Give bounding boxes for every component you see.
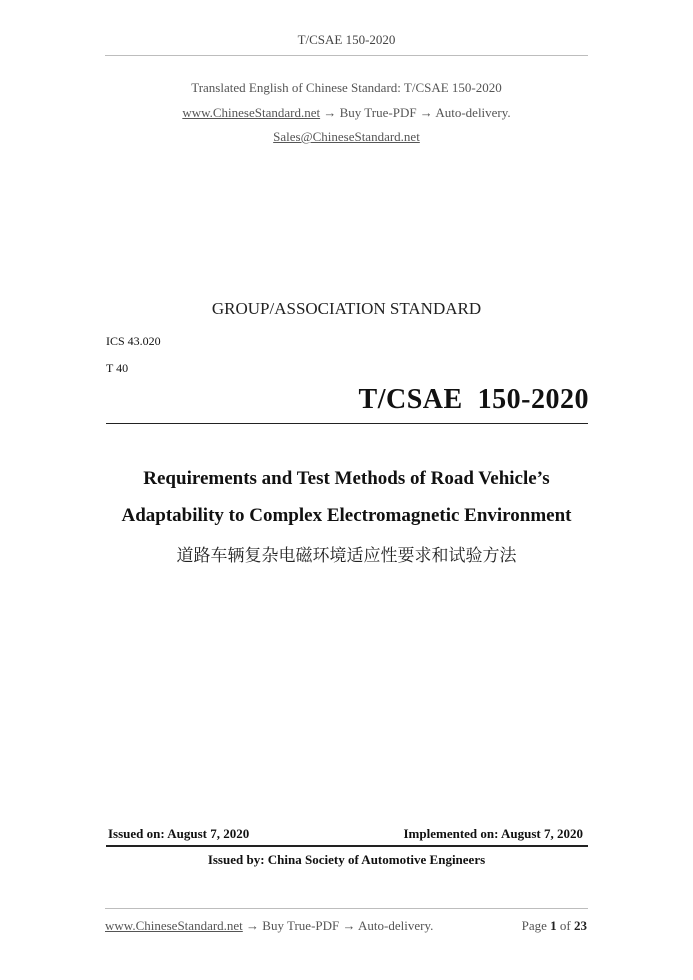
sales-email-link[interactable]: Sales@ChineseStandard.net [273, 129, 420, 144]
standard-number-divider [106, 423, 588, 424]
page-current: 1 [550, 918, 557, 933]
page-of: of [559, 918, 571, 933]
page-total: 23 [574, 918, 587, 933]
footer-purchase-line [105, 918, 433, 934]
header-standard-code: T/CSAE 150-2020 [297, 32, 396, 47]
document-title-chinese: 道路车辆复杂电磁环境适应性要求和试验方法 [176, 546, 517, 566]
issuer: Issued by: China Society of Automotive Engineers [207, 852, 486, 867]
purchase-line [0, 105, 693, 121]
implemented-date: Implemented on: August 7, 2020 [403, 826, 583, 841]
header-divider [105, 55, 588, 56]
sales-line [0, 129, 693, 145]
site-link[interactable]: www.ChineseStandard.net [182, 105, 321, 120]
ics-code: ICS 43.020 [106, 334, 161, 348]
standard-category: GROUP/ASSOCIATION STANDARD [211, 299, 482, 318]
purchase-text: → Buy True-PDF → Auto-delivery. [320, 105, 511, 120]
t-code: T 40 [106, 361, 129, 375]
footer-divider [105, 908, 588, 909]
document-title-line2: Adaptability to Complex Electromagnetic Environment [121, 505, 572, 526]
issued-date: Issued on: August 7, 2020 [108, 826, 250, 841]
page-label: Page [521, 918, 547, 933]
standard-number [359, 384, 589, 416]
standard-number-text: T/CSAE 150-2020 [358, 384, 589, 415]
document-title-line1: Requirements and Test Methods of Road Vehicle’s [143, 468, 550, 489]
issue-divider [106, 845, 588, 847]
translation-notice: Translated English of Chinese Standard: T/CSAE 150-2020 [191, 80, 502, 95]
page-indicator [522, 918, 587, 934]
footer-site-link[interactable]: www.ChineseStandard.net [105, 918, 243, 933]
footer-purchase-text: → Buy True-PDF → Auto-delivery. [242, 918, 434, 933]
